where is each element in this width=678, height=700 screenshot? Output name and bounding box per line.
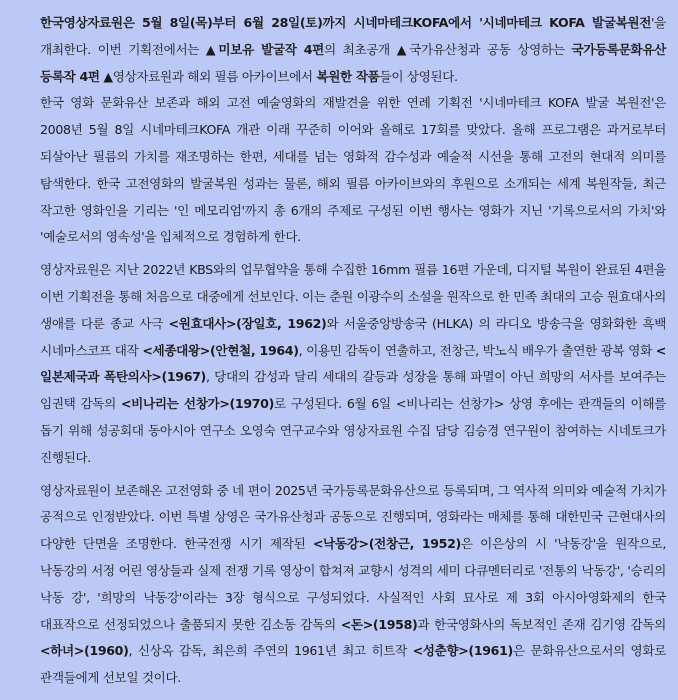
- text-run: 의 최초공개 ▲국가유산청과 공동 상영하는: [323, 41, 572, 57]
- text-run: ▲영상자료원과 해외 필름 아카이브에서: [99, 68, 317, 84]
- bold-text-run: 한국영상자료원은 5월 8일(목)부터 6월 28일(토)까지 시네마테크KOFA에서 ': [40, 15, 483, 30]
- bold-text-run: 시네마테크 KOFA 발굴복원전: [482, 15, 652, 30]
- bold-text-run: 국가등록문화유산 등록작 4편: [40, 41, 666, 84]
- text-run: 은 이은상의 시 '낙동강'을 원작으로, 낙동강의 서정 어린 영상들과 실제 전쟁 기록 영상이 합쳐져 교향시 성격의 세미 다큐멘터리로 '전통의 낙동강', '승리의 낙동 강', '희망의 낙동강'이라는 3장 형식으로 구성되었다. 사실적인 사회 묘사로 제 3회 아시아영화제의 한국 대표작으로 선정되었으나 출품되지 못한 김소동 감독의: [40, 536, 666, 632]
- bold-text-run: <낙동강>(전창근, 1952): [312, 536, 461, 552]
- text-run: , 신상옥 감독, 최은희 주연의 1961년 최고 히트작: [128, 643, 413, 659]
- text-run: '을 개최한다. 이번 기획전에서는 ▲: [40, 15, 666, 57]
- text-run: 로 구성된다. 6월 6일 <비나리는 선창가> 상영 후에는 관객들의 이해를 돕기 위해 성공회대 동아시아 연구소 오영숙 연구교수와 영상자료원 수집 담당 김승경 연구원이 참여하는 시네토크가 진행된다.: [40, 396, 666, 465]
- bold-text-run: <성춘향>(1961): [412, 643, 513, 659]
- bold-text-run: 미보유 발굴작 4편: [218, 41, 324, 57]
- intro-paragraph: [40, 10, 666, 90]
- text-run: 영상자료원이 보존해온 고전영화 중 네 편이 2025년 국가등록문화유산으로 등록되며, 그 역사적 의미와 예술적 가치가 공적으로 인정받았다. 이번 특별 상영은 국가유산청과 공동으로 진행되며, 영화라는 매체를 통해 대한민국 근현대사의 다양한 단면을 조명한다. 한국전쟁 시기 제작된: [40, 482, 666, 552]
- text-run: 한국 영화 문화유산 보존과 해외 고전 예술영화의 재발견을 위한 연례 기획전 '시네마테크 KOFA 발굴 복원전'은 2008년 5월 8일 시네마테크KOFA 개관 이래 꾸준히 이어와 올해로 17회를 맞았다. 올해 프로그램은 과거로부터 되살아난 필름의 가치를 재조명하는 한편, 세대를 넘는 영화적 감수성과 예술적 시선을 통해 고전의 현대적 의미를 탐색한다. 한국 고전영화의 발굴복원 성과는 물론, 해외 필름 아카이브와의 후원으로 소개되는 세계 복원작들, 최근 작고한 영화인을 기리는 '인 메모리엄'까지 총 6개의 주제로 구성된 이번 행사는 영화가 지닌 '기록으로서의 가치'와 '예술로서의 영속성'을 입체적으로 경험하게 한다.: [40, 95, 666, 245]
- text-run: , 당대의 감성과 달리 세대의 갈등과 성장을 통해 파멸이 아닌 희망의 서사를 보여주는 임권택 감독의: [40, 369, 666, 412]
- kbs-restoration-paragraph: [40, 257, 666, 471]
- national-heritage-paragraph: [40, 478, 666, 692]
- text-run: 와 서울중앙방송국 (HLKA) 의 라디오 방송극을 영화화한 흑백 시네마스코프 대작: [40, 315, 667, 358]
- bold-text-run: <세종대왕>(안현철, 1964): [142, 342, 299, 358]
- text-run: 들이 상영된다.: [379, 68, 458, 84]
- background-paragraph: [40, 90, 666, 251]
- bold-text-run: <비나리는 선창가>(1970): [120, 396, 274, 412]
- text-run: , 이용민 감독이 연출하고, 전창근, 박노식 배우가 출연한 광복 영화: [298, 342, 656, 358]
- bold-text-run: <돈>(1958): [340, 616, 418, 632]
- bold-text-run: <일본제국과 폭탄의사>(1967): [40, 342, 666, 385]
- text-run: 은 문화유산으로서의 영화로 관객들에게 선보일 것이다.: [40, 643, 667, 686]
- bold-text-run: <하녀>(1960): [40, 643, 129, 659]
- bold-text-run: 복원한 작품: [316, 68, 380, 84]
- text-run: 영상자료원은 지난 2022년 KBS와의 업무협약을 통해 수집한 16mm 필름 16편 가운데, 디지털 복원이 완료된 4편을 이번 기획전을 통해 처음으로 대중에게 선보인다. 이는 춘원 이광수의 소설을 원작으로 한 민족 최대의 고승 원효대사의 생애를 다룬 종교 사극: [40, 262, 666, 331]
- text-run: 과 한국영화사의 독보적인 존재 김기영 감독의: [417, 616, 666, 632]
- bold-text-run: <원효대사>(장일호, 1962): [168, 315, 327, 331]
